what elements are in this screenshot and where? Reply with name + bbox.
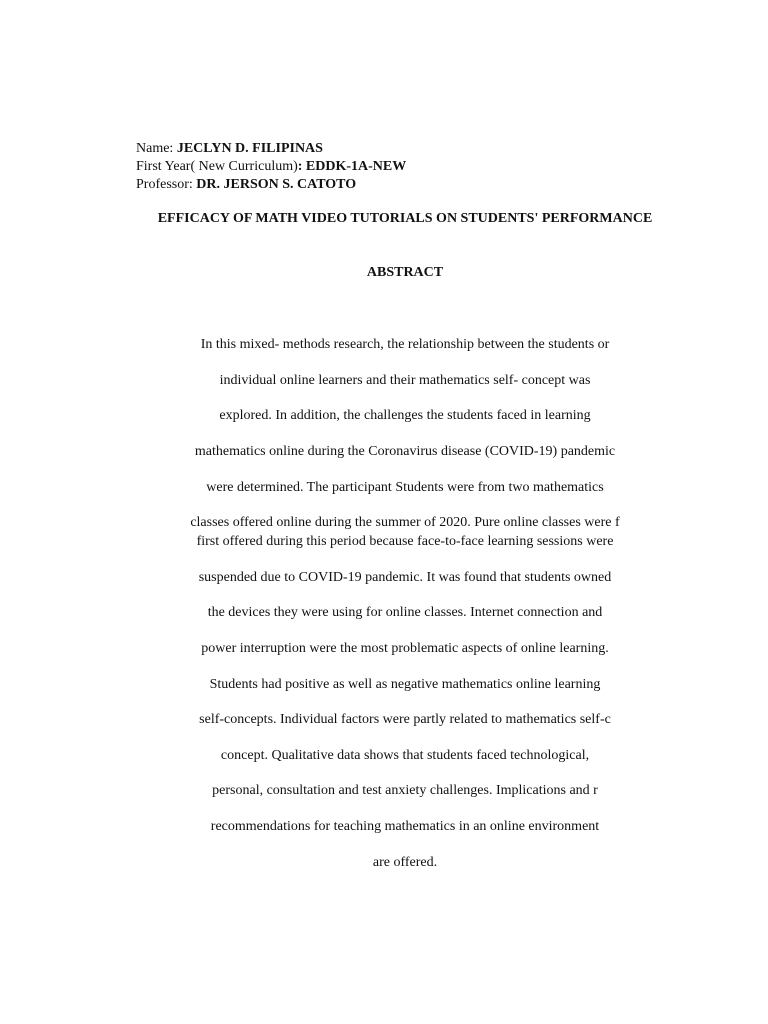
year-line: [136, 158, 406, 176]
abstract-line: concept. Qualitative data shows that students faced technological,: [220, 748, 590, 763]
name-value: JECLYN D. FILIPINAS: [176, 141, 323, 156]
abstract-line: self-concepts. Individual factors were partly related to mathematics self-c: [199, 712, 611, 727]
abstract-line: the devices they were using for online classes. Internet connection and: [207, 605, 603, 620]
year-value: : EDDK-1A-NEW: [297, 159, 407, 174]
abstract-line: suspended due to COVID-19 pandemic. It was found that students owned: [198, 570, 612, 585]
professor-label: Professor:: [136, 177, 193, 192]
document-title: EFFICACY OF MATH VIDEO TUTORIALS ON STUDENTS' PERFORMANCE: [157, 211, 653, 226]
abstract-line: explored. In addition, the challenges the students faced in learning: [219, 408, 591, 423]
abstract-line: are offered.: [372, 855, 438, 870]
abstract-line: individual online learners and their mathematics self- concept was: [219, 373, 591, 388]
abstract-line: classes offered online during the summer of 2020. Pure online classes were f: [190, 515, 620, 530]
professor-value: DR. JERSON S. CATOTO: [196, 177, 357, 192]
abstract-line: were determined. The participant Students were from two mathematics: [206, 480, 604, 495]
abstract-line: first offered during this period because face-to-face learning sessions were: [196, 534, 614, 549]
abstract-line: mathematics online during the Coronavirus disease (COVID-19) pandemic: [194, 444, 616, 459]
abstract-line: power interruption were the most problematic aspects of online learning.: [201, 641, 609, 656]
abstract-line: Students had positive as well as negative mathematics online learning: [209, 677, 601, 692]
abstract-line: recommendations for teaching mathematics in an online environment: [210, 819, 600, 834]
professor-line: [136, 176, 406, 194]
abstract-heading: ABSTRACT: [366, 265, 444, 280]
abstract-line: personal, consultation and test anxiety challenges. Implications and r: [212, 783, 598, 798]
name-line: [136, 140, 406, 158]
abstract-line: In this mixed- methods research, the relationship between the students or: [200, 337, 610, 352]
year-label: First Year( New Curriculum): [136, 159, 298, 174]
name-label: Name:: [136, 141, 174, 156]
student-info-header: [136, 140, 406, 194]
